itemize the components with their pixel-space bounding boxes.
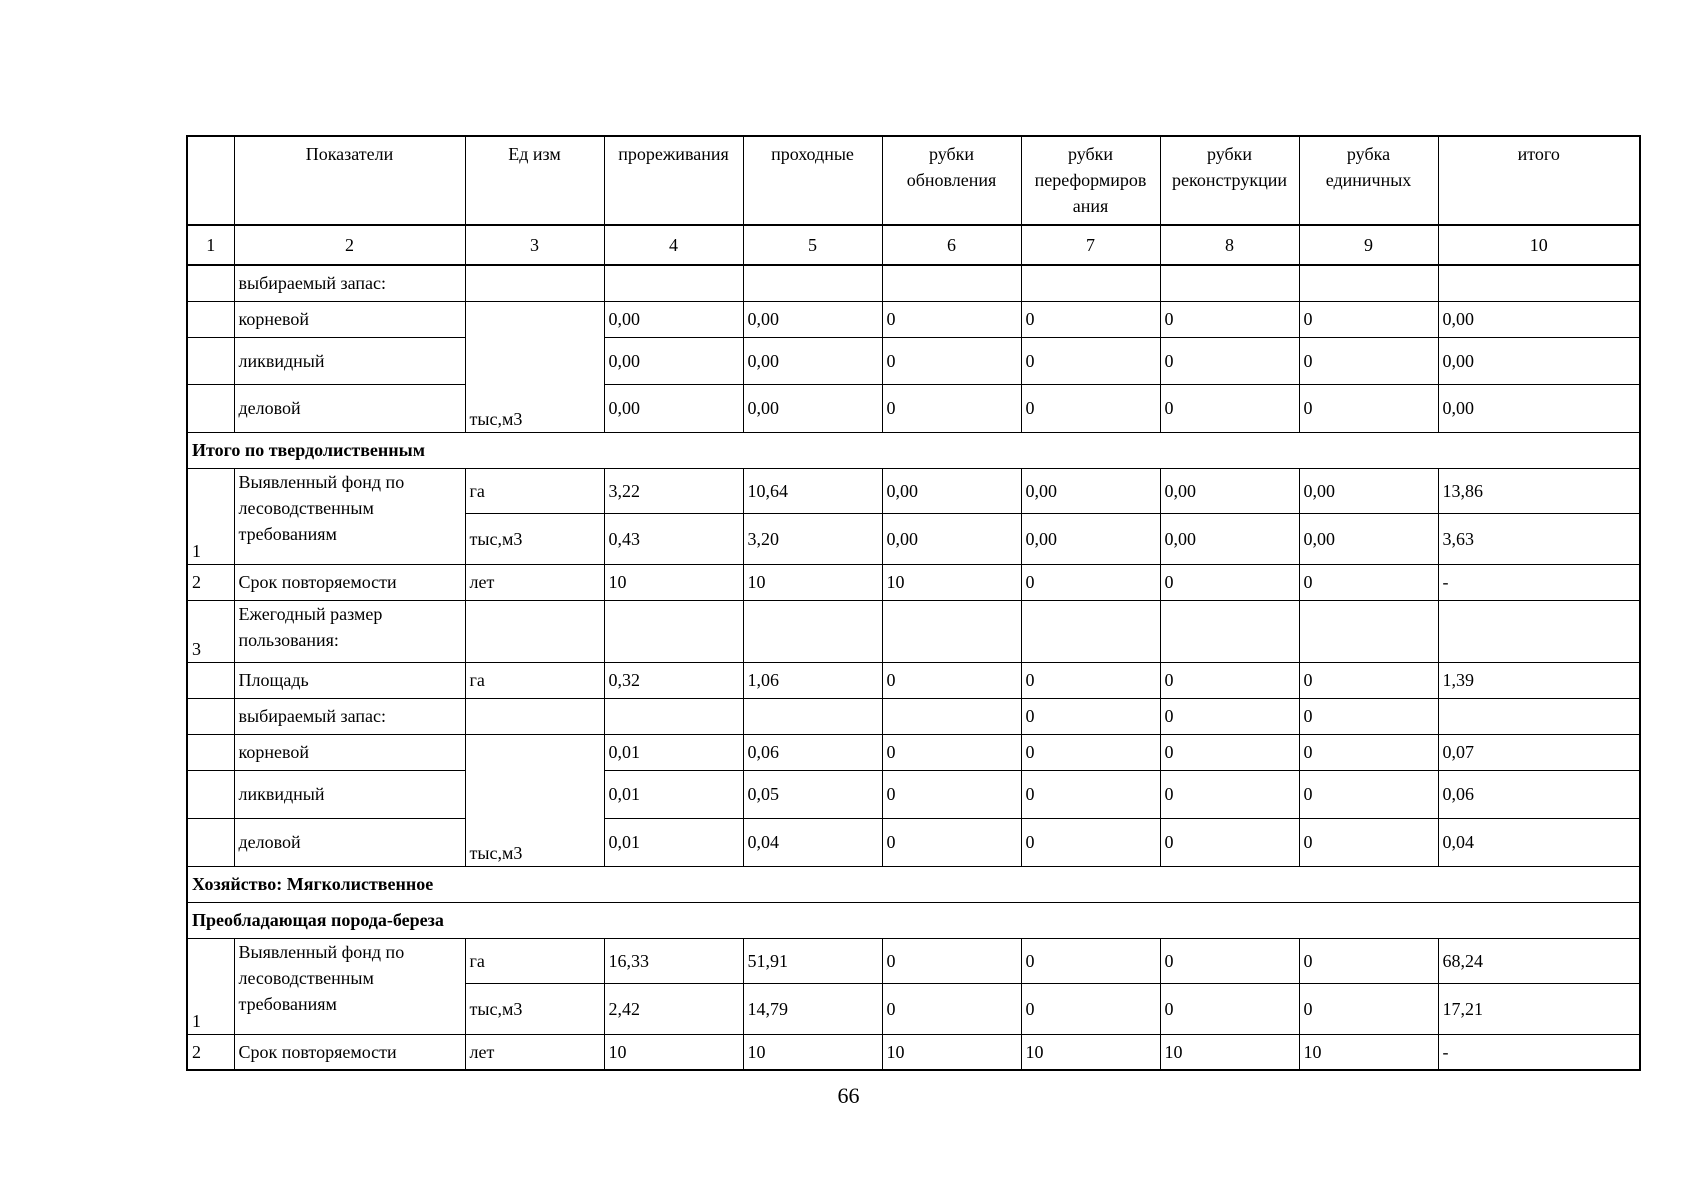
table-cell: 0 — [1160, 938, 1299, 983]
column-header: рубки реконструкции — [1160, 136, 1299, 225]
table-body — [187, 136, 1640, 1070]
table-cell — [882, 265, 1021, 301]
table-cell — [1299, 265, 1438, 301]
table-cell: 0 — [1021, 384, 1160, 432]
table-cell: 0,00 — [1299, 513, 1438, 564]
table-cell: 0 — [1021, 662, 1160, 698]
table-cell: 0 — [1299, 770, 1438, 818]
table-cell: 0 — [882, 770, 1021, 818]
table-cell: 0 — [1160, 301, 1299, 337]
table-cell — [187, 770, 234, 818]
table-cell: 3 — [187, 600, 234, 662]
table-cell: 10 — [743, 564, 882, 600]
table-cell — [1438, 698, 1640, 734]
table-row — [187, 734, 1640, 770]
table-cell: 10 — [1299, 1034, 1438, 1070]
table-cell: 10 — [743, 1034, 882, 1070]
table-cell: 0 — [882, 734, 1021, 770]
table-cell: выбираемый запас: — [234, 698, 465, 734]
table-cell: 0 — [1021, 337, 1160, 384]
table-cell — [465, 600, 604, 662]
table-cell: 0,00 — [1160, 468, 1299, 513]
table-cell: 13,86 — [1438, 468, 1640, 513]
table-row — [187, 938, 1640, 983]
table-cell — [743, 698, 882, 734]
table-cell: 17,21 — [1438, 983, 1640, 1034]
table-cell: 0 — [882, 818, 1021, 866]
table-cell: 0 — [1160, 564, 1299, 600]
table-cell: 0,04 — [743, 818, 882, 866]
table-cell: 0 — [882, 983, 1021, 1034]
table-cell: га — [465, 938, 604, 983]
table-row — [187, 136, 1640, 225]
table-cell: 10 — [882, 1034, 1021, 1070]
table-cell: 0,07 — [1438, 734, 1640, 770]
table-cell: 0 — [1299, 698, 1438, 734]
column-number: 6 — [882, 225, 1021, 265]
table-cell: 0 — [1160, 770, 1299, 818]
table-row — [187, 564, 1640, 600]
table-cell — [882, 600, 1021, 662]
table-cell: 0 — [1299, 337, 1438, 384]
table-cell: га — [465, 662, 604, 698]
table-cell — [604, 698, 743, 734]
table-cell: тыс,м3 — [465, 983, 604, 1034]
table-cell: 1,06 — [743, 662, 882, 698]
table-cell: 0,00 — [743, 337, 882, 384]
table-cell: 0 — [1021, 770, 1160, 818]
label-line: Выявленный фонд по — [238, 941, 405, 962]
table-cell: Срок повторяемости — [234, 564, 465, 600]
table-cell: 10 — [1160, 1034, 1299, 1070]
column-number: 5 — [743, 225, 882, 265]
table-cell: 0,00 — [604, 301, 743, 337]
column-number: 8 — [1160, 225, 1299, 265]
column-number: 7 — [1021, 225, 1160, 265]
table-cell: 16,33 — [604, 938, 743, 983]
table-cell: 1 — [187, 938, 234, 1034]
table-cell: 3,63 — [1438, 513, 1640, 564]
table-cell — [743, 600, 882, 662]
table-cell — [465, 698, 604, 734]
data-table — [186, 135, 1641, 1071]
column-header — [187, 136, 234, 225]
table-row — [187, 432, 1640, 468]
table-cell: 0,00 — [743, 301, 882, 337]
table-cell — [604, 600, 743, 662]
table-row — [187, 301, 1640, 337]
table-cell: 0,00 — [604, 337, 743, 384]
table-cell: 68,24 — [1438, 938, 1640, 983]
table-cell: 0 — [1021, 983, 1160, 1034]
column-header: рубки обновления — [882, 136, 1021, 225]
table-cell: 0 — [1021, 301, 1160, 337]
table-cell — [1438, 600, 1640, 662]
table-cell: 0,05 — [743, 770, 882, 818]
table-cell: корневой — [234, 734, 465, 770]
table-cell: 0 — [1299, 564, 1438, 600]
column-number: 9 — [1299, 225, 1438, 265]
table-cell: 0,00 — [1438, 337, 1640, 384]
table-cell — [743, 265, 882, 301]
label-line: Выявленный фонд по — [238, 471, 405, 492]
table-cell: 10 — [882, 564, 1021, 600]
column-header: прореживания — [604, 136, 743, 225]
table-cell: 0,00 — [882, 513, 1021, 564]
table-cell: 0 — [1299, 662, 1438, 698]
table-cell — [1021, 600, 1160, 662]
table-cell: Срок повторяемости — [234, 1034, 465, 1070]
table-row — [187, 1034, 1640, 1070]
column-number: 2 — [234, 225, 465, 265]
table-cell: 0 — [1299, 938, 1438, 983]
table-cell: 10 — [1021, 1034, 1160, 1070]
table-cell: 0,00 — [1438, 384, 1640, 432]
table-cell — [187, 818, 234, 866]
label-line: лесоводственным требованиям — [238, 967, 374, 1014]
table-row — [187, 902, 1640, 938]
table-cell: выбираемый запас: — [234, 265, 465, 301]
table-cell: ликвидный — [234, 337, 465, 384]
table-cell: 3,20 — [743, 513, 882, 564]
table-cell: 0 — [1299, 301, 1438, 337]
table-cell: корневой — [234, 301, 465, 337]
column-header: рубка единичных — [1299, 136, 1438, 225]
table-row — [187, 818, 1640, 866]
table-cell: деловой — [234, 384, 465, 432]
table-cell — [187, 698, 234, 734]
table-cell: - — [1438, 564, 1640, 600]
label-line: Ежегодный размер — [238, 603, 383, 624]
table-cell: 0 — [1299, 983, 1438, 1034]
table-cell — [604, 265, 743, 301]
table-cell: 0,00 — [743, 384, 882, 432]
table-cell: га — [465, 468, 604, 513]
table-cell: 0 — [1160, 698, 1299, 734]
table-cell — [187, 337, 234, 384]
table-cell: 2 — [187, 1034, 234, 1070]
section-title: Итого по твердолиственным — [187, 432, 1640, 468]
table-cell: 0 — [1160, 337, 1299, 384]
table-row — [187, 225, 1640, 265]
table-cell: 0 — [1021, 818, 1160, 866]
table-cell: тыс,м3 — [465, 513, 604, 564]
table-cell: 0,06 — [1438, 770, 1640, 818]
table-cell: тыс,м3 — [465, 301, 604, 432]
table-cell: 0,00 — [604, 384, 743, 432]
table-cell: 0,32 — [604, 662, 743, 698]
table-cell: лет — [465, 564, 604, 600]
table-cell: 0 — [1021, 938, 1160, 983]
table-cell: 0 — [1021, 698, 1160, 734]
table-cell: 0 — [882, 938, 1021, 983]
table-cell: 0,43 — [604, 513, 743, 564]
table-cell — [187, 734, 234, 770]
table-cell: 14,79 — [743, 983, 882, 1034]
table-cell: 0 — [1021, 734, 1160, 770]
table-cell: 0,00 — [1438, 301, 1640, 337]
table-cell: 0 — [1299, 734, 1438, 770]
table-cell: 0 — [882, 337, 1021, 384]
table-cell: 0,00 — [882, 468, 1021, 513]
section-title: Преобладающая порода-береза — [187, 902, 1640, 938]
table-cell — [1021, 265, 1160, 301]
table-cell: 0,00 — [1160, 513, 1299, 564]
label-line: лесоводственным требованиям — [238, 497, 374, 544]
table-cell — [882, 698, 1021, 734]
table-cell: 0 — [1160, 384, 1299, 432]
table-cell: 0 — [1160, 818, 1299, 866]
column-header: итого — [1438, 136, 1640, 225]
table-cell: 0 — [1160, 662, 1299, 698]
table-cell: 0 — [882, 301, 1021, 337]
table-cell — [187, 301, 234, 337]
page-number: 66 — [837, 1083, 860, 1108]
table-cell: ликвидный — [234, 770, 465, 818]
table-row — [187, 866, 1640, 902]
table-cell: 51,91 — [743, 938, 882, 983]
table-cell: 0,00 — [1021, 468, 1160, 513]
table-cell: 0 — [1160, 983, 1299, 1034]
section-title: Хозяйство: Мягколиственное — [187, 866, 1640, 902]
table-cell: тыс,м3 — [465, 734, 604, 866]
table-cell — [1160, 265, 1299, 301]
table-cell — [187, 662, 234, 698]
table-cell — [234, 600, 465, 662]
table-cell: 0,04 — [1438, 818, 1640, 866]
column-number: 3 — [465, 225, 604, 265]
table-cell: 0 — [1021, 564, 1160, 600]
table-cell: 2,42 — [604, 983, 743, 1034]
table-cell: 0,00 — [1021, 513, 1160, 564]
table-cell: 1,39 — [1438, 662, 1640, 698]
table-cell — [465, 265, 604, 301]
table-row — [187, 468, 1640, 513]
table-cell: 1 — [187, 468, 234, 564]
table-cell: 0 — [882, 384, 1021, 432]
table-cell: 10,64 — [743, 468, 882, 513]
table-cell — [1160, 600, 1299, 662]
table-cell: лет — [465, 1034, 604, 1070]
table-cell: 0,01 — [604, 734, 743, 770]
table-row — [187, 337, 1640, 384]
table-cell: - — [1438, 1034, 1640, 1070]
table-cell: 0,00 — [1299, 468, 1438, 513]
table-row — [187, 770, 1640, 818]
table-row — [187, 698, 1640, 734]
column-header: рубки переформиров ания — [1021, 136, 1160, 225]
column-header: Показатели — [234, 136, 465, 225]
table-cell — [187, 265, 234, 301]
table-cell: 2 — [187, 564, 234, 600]
table-cell: 0 — [1299, 384, 1438, 432]
table-cell: 0,01 — [604, 770, 743, 818]
column-number: 1 — [187, 225, 234, 265]
column-number: 10 — [1438, 225, 1640, 265]
table-cell: 0 — [882, 662, 1021, 698]
table-row — [187, 600, 1640, 662]
table-cell: 0 — [1160, 734, 1299, 770]
table-cell: 10 — [604, 1034, 743, 1070]
table-cell — [234, 468, 465, 564]
table-cell: 0,01 — [604, 818, 743, 866]
label-line: пользования: — [238, 629, 339, 650]
table-row — [187, 265, 1640, 301]
column-header: Ед изм — [465, 136, 604, 225]
table-cell — [1438, 265, 1640, 301]
table-cell: деловой — [234, 818, 465, 866]
table-cell: 0 — [1299, 818, 1438, 866]
table-cell — [187, 384, 234, 432]
table-cell — [234, 938, 465, 1034]
column-number: 4 — [604, 225, 743, 265]
table-cell: 0,06 — [743, 734, 882, 770]
table-cell — [1299, 600, 1438, 662]
table-cell: Площадь — [234, 662, 465, 698]
table-cell: 10 — [604, 564, 743, 600]
table-row — [187, 662, 1640, 698]
table-row — [187, 384, 1640, 432]
column-header: проходные — [743, 136, 882, 225]
table-cell: 3,22 — [604, 468, 743, 513]
